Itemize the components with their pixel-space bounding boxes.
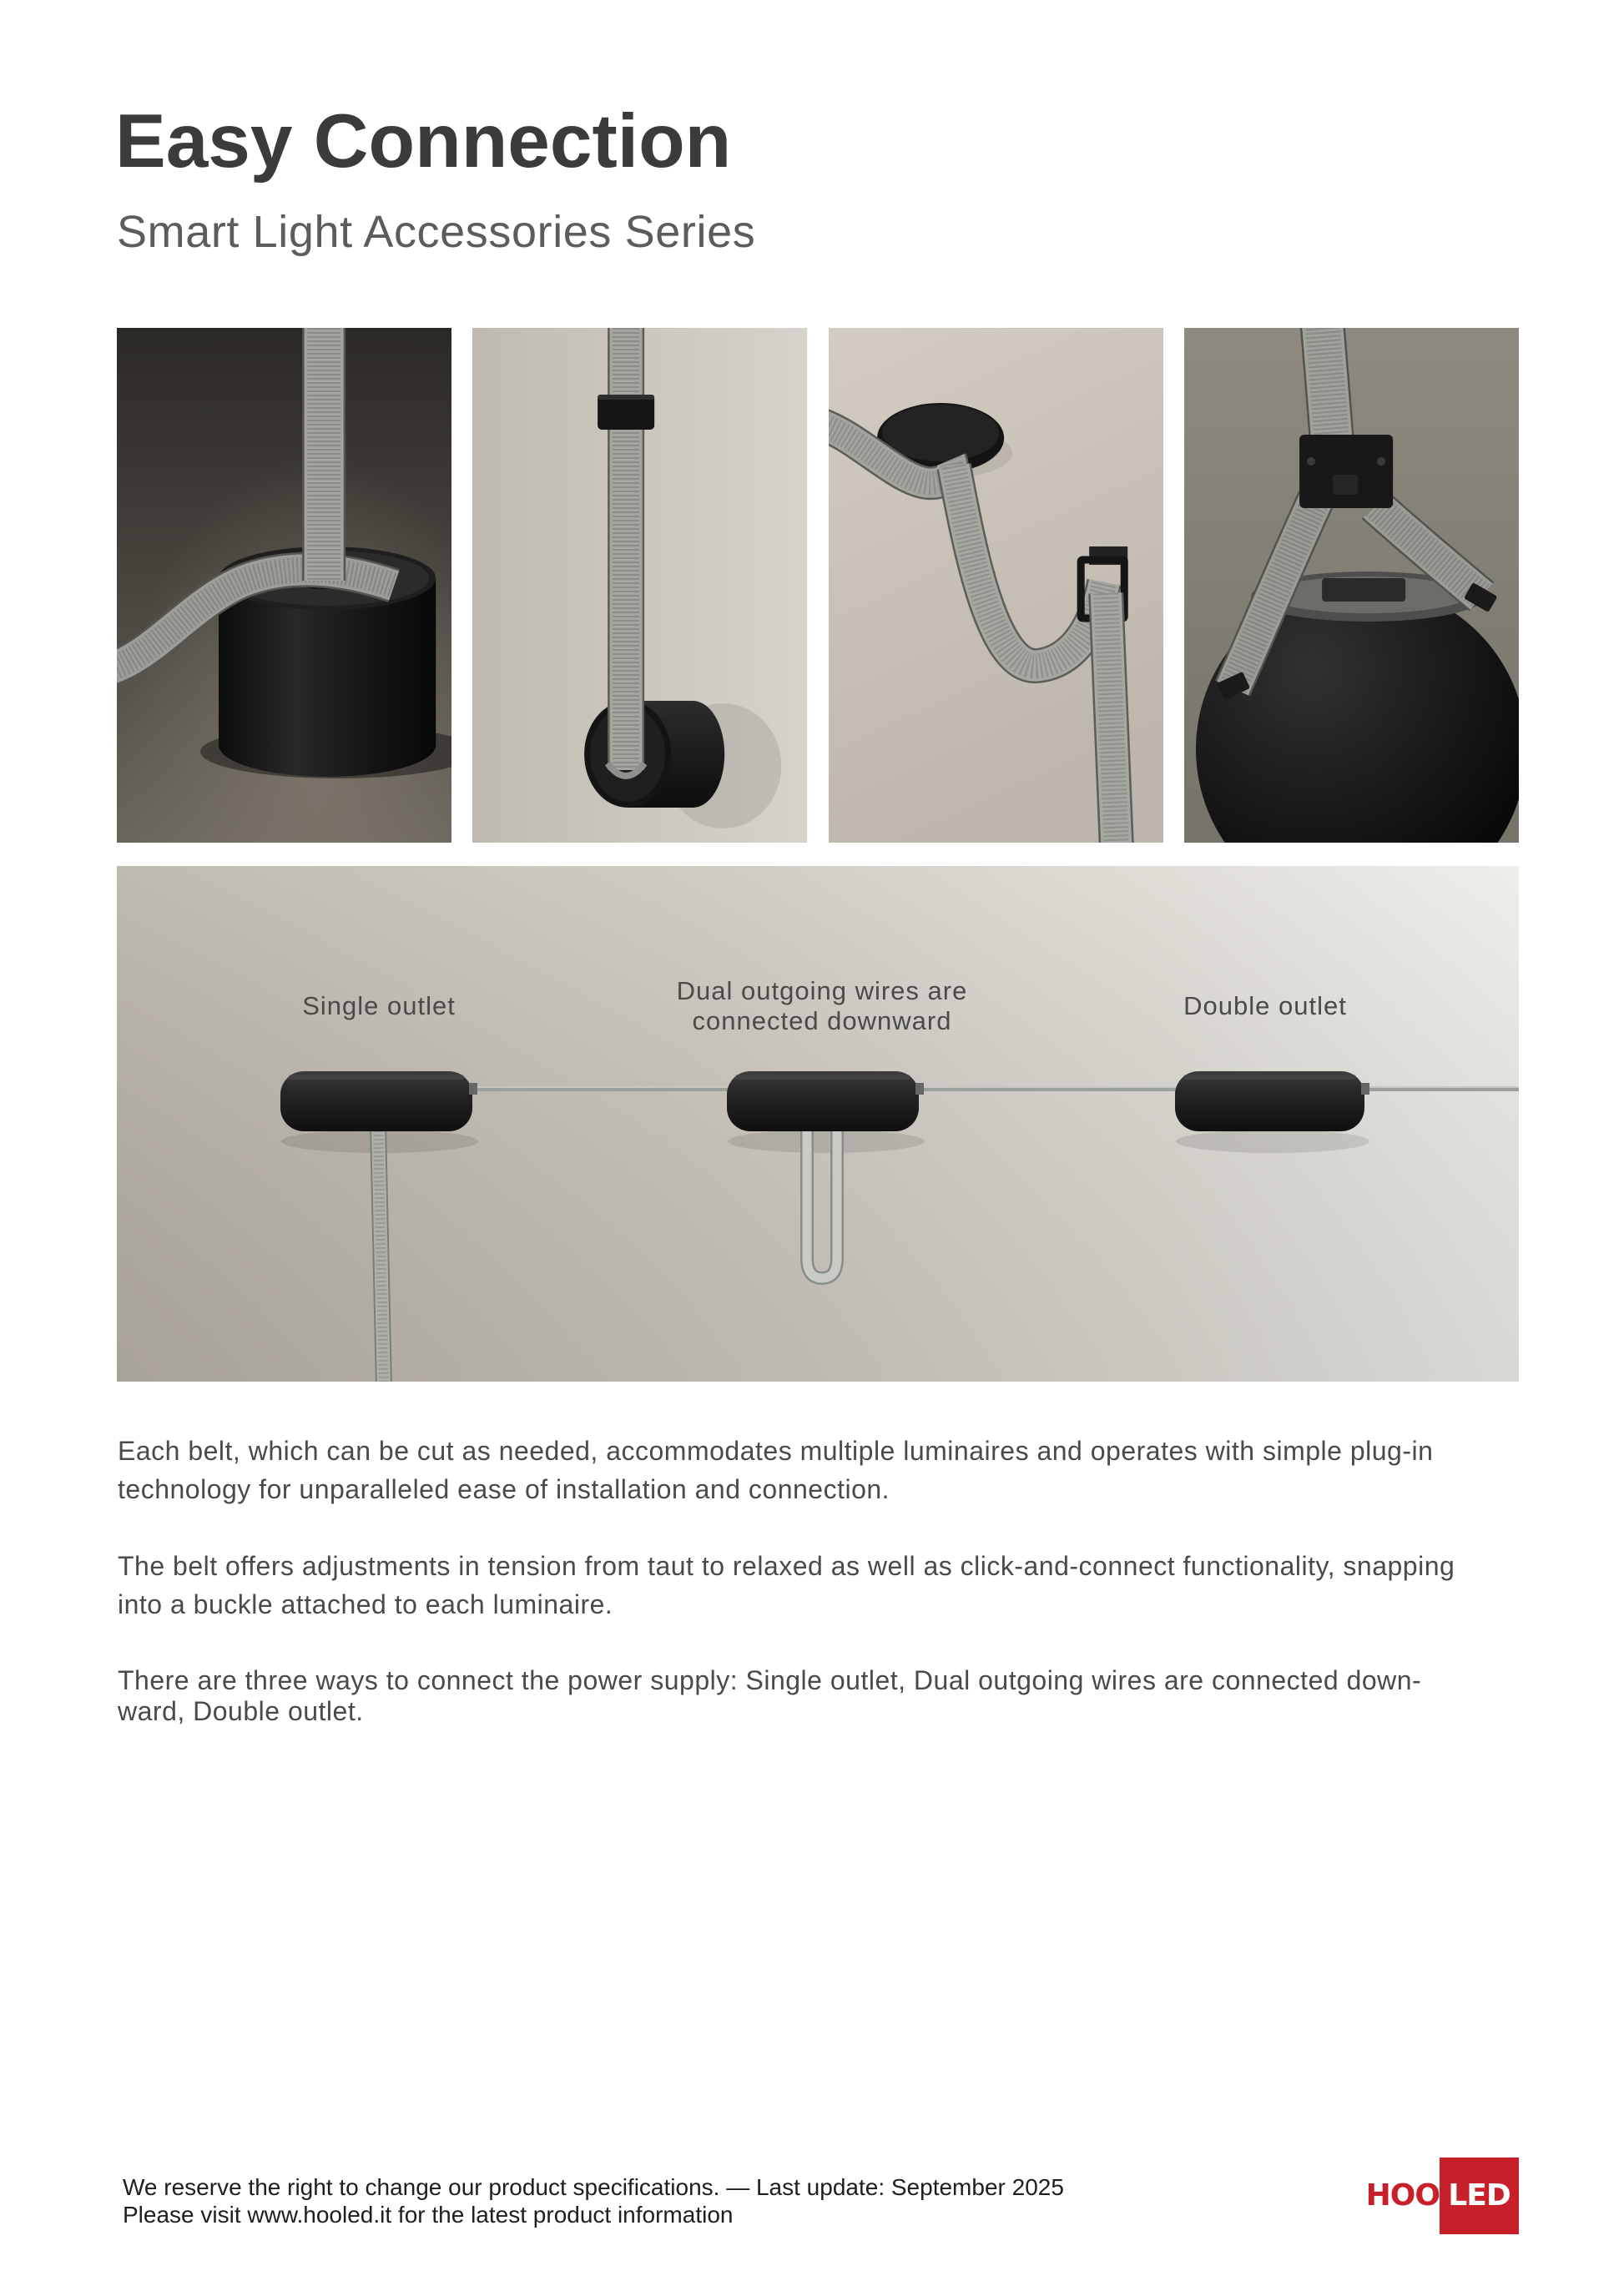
logo-text-led: LED: [1448, 2178, 1511, 2213]
paragraph-line: ward, Double outlet.: [118, 1696, 364, 1726]
paragraph-line: technology for unparalleled ease of installation and connection.: [118, 1474, 890, 1504]
label-line: connected downward: [692, 1006, 952, 1035]
logo-text-hoo: HOO: [1365, 2178, 1440, 2213]
label-line: Dual outgoing wires are: [676, 976, 968, 1005]
belt-single-outlet: [378, 1126, 384, 1382]
description: [118, 1432, 1536, 1765]
footer-update-line: We reserve the right to change our product specifications. — Last update: September 2025: [123, 2174, 1064, 2200]
product-gallery: [117, 328, 1519, 843]
connection-options-photo: [117, 866, 1519, 1382]
photo-wall-mount: [472, 328, 807, 843]
label-single-outlet: [302, 991, 456, 1021]
logo-red-box: [1440, 2158, 1519, 2234]
paragraph-line: into a buckle attached to each luminaire.: [118, 1589, 613, 1619]
belt-clip: [1299, 435, 1393, 508]
paragraph: [118, 1432, 1536, 1508]
paragraph-line: There are three ways to connect the power supply: Single outlet, Dual outgoing wires are connected down-: [118, 1665, 1422, 1695]
floor-stand-illustration: [117, 328, 451, 843]
ceiling-buckle-illustration: [829, 328, 1163, 843]
photo-ceiling-buckle: [829, 328, 1163, 843]
connection-options-illustration: [117, 866, 1519, 1382]
belt-down: [1106, 593, 1117, 843]
paragraph: [118, 1547, 1536, 1624]
pendant-lamp-illustration: [1184, 328, 1519, 843]
box-shadow: [1176, 1130, 1369, 1153]
paragraph-line: The belt offers adjustments in tension from taut to relaxed as well as click-and-connect functionality, snapping: [118, 1551, 1455, 1581]
page-title: Easy Connection: [115, 99, 732, 184]
wall-cap: [584, 701, 724, 808]
belt-top: [1322, 328, 1333, 453]
footer-visit-line: Please visit www.hooled.it for the latest product information: [123, 2202, 734, 2228]
outlet-box-dual: [727, 1071, 924, 1131]
belt-clip: [598, 395, 654, 430]
outlet-box-double: [1175, 1071, 1369, 1131]
photo-pendant-lamp: [1184, 328, 1519, 843]
wall-mount-illustration: [472, 328, 807, 843]
box-shadow: [728, 1130, 925, 1153]
page-subtitle: Smart Light Accessories Series: [117, 207, 756, 257]
photo-floor-stand: [117, 328, 451, 843]
footer-disclaimer: [123, 2173, 1064, 2228]
brand-logo: [1359, 2158, 1519, 2234]
paragraph-line: Each belt, which can be cut as needed, accommodates multiple luminaires and operates with simple plug-in: [118, 1436, 1434, 1466]
label-dual-outgoing: [677, 976, 968, 1036]
label-double-outlet: [1183, 991, 1347, 1021]
paragraph: [118, 1665, 1536, 1727]
outlet-box-single: [280, 1071, 477, 1131]
label-text: Double outlet: [1183, 991, 1347, 1020]
label-text: Single outlet: [302, 991, 456, 1020]
